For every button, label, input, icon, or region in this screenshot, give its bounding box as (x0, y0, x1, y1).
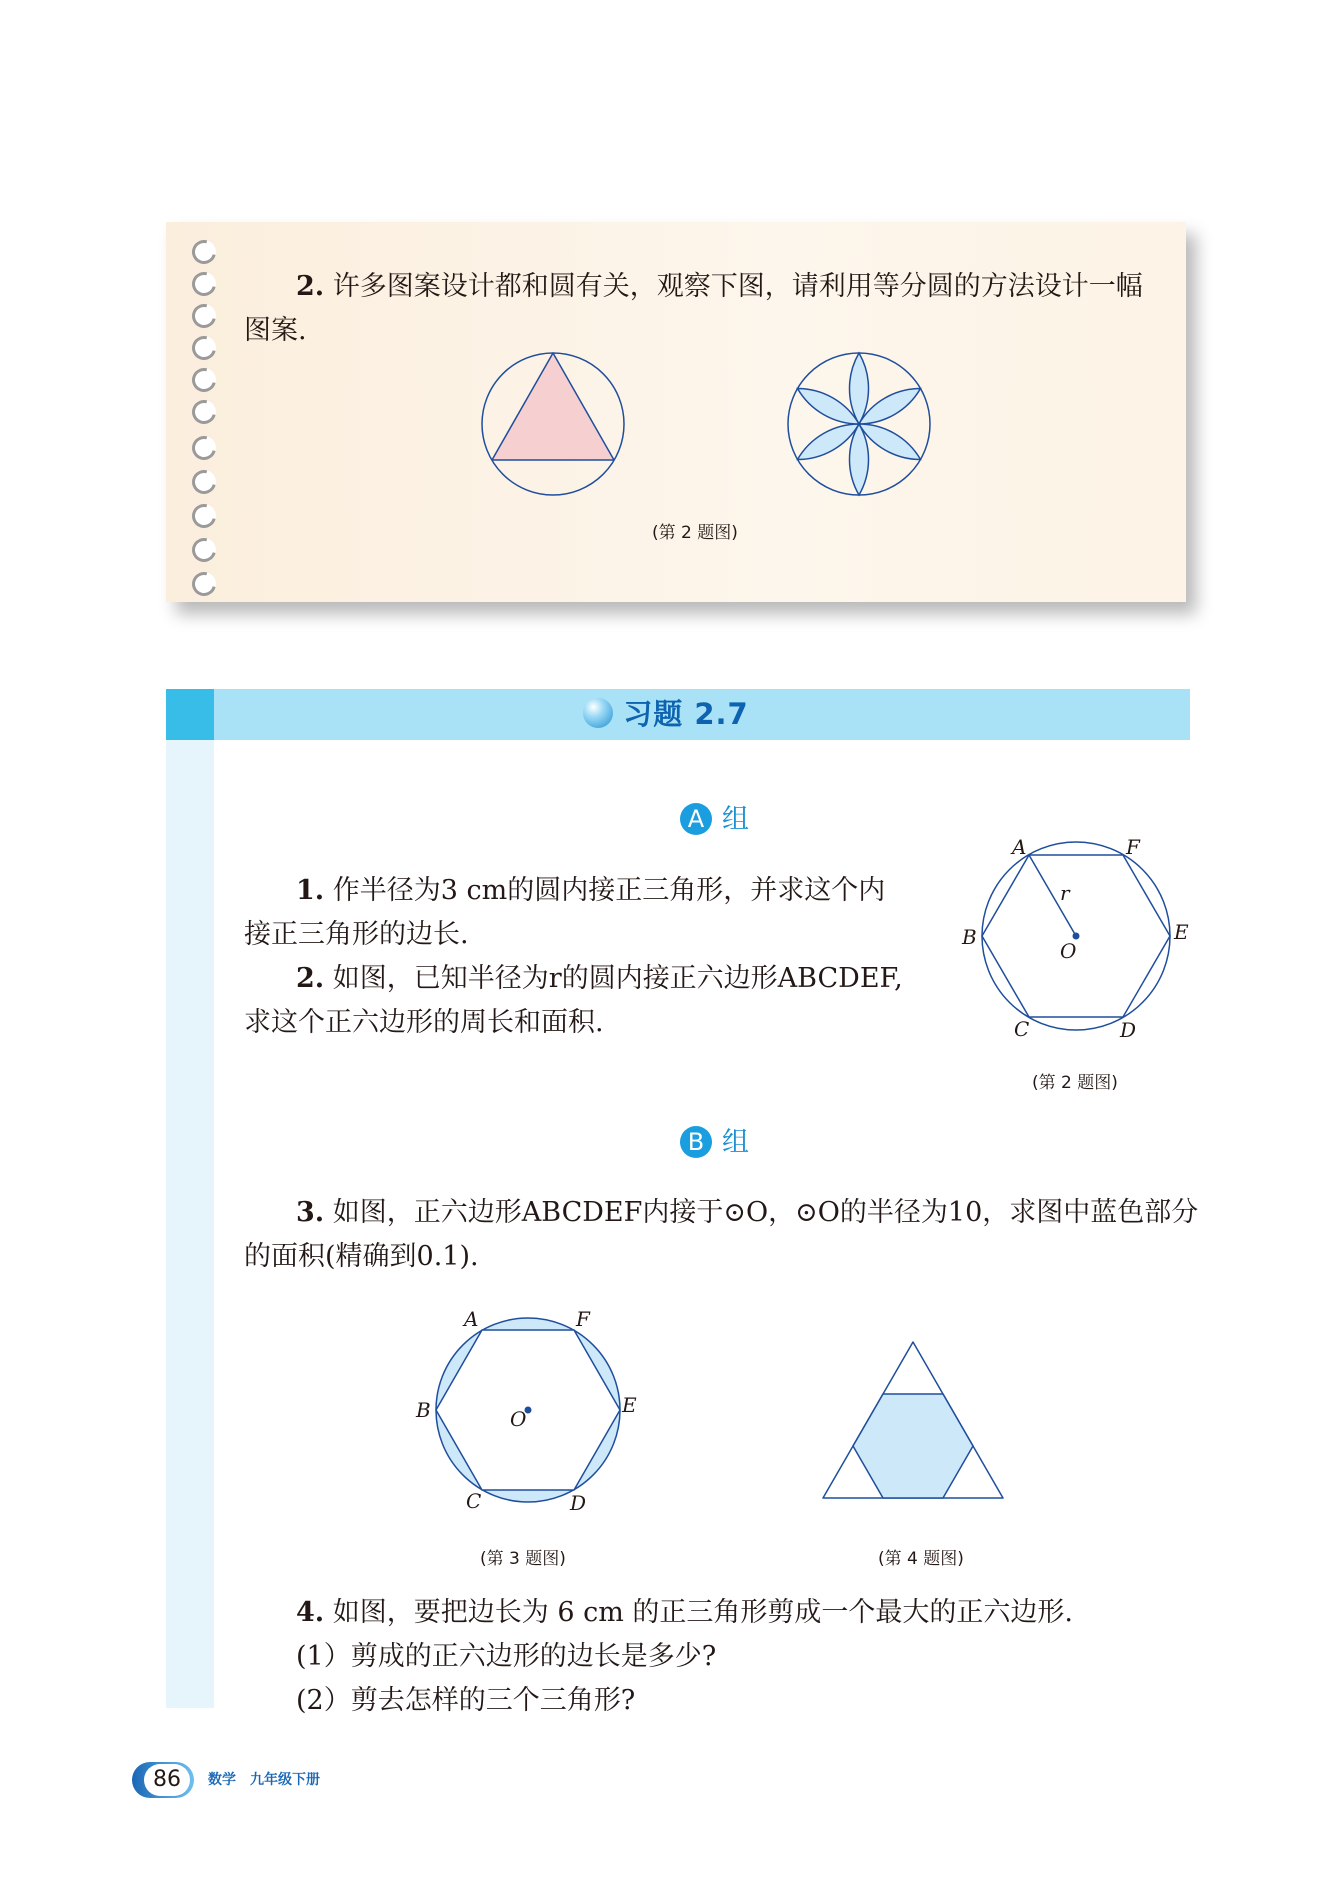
problem-4-sub1: (1）剪成的正六边形的边长是多少? (296, 1641, 717, 1672)
group-a-heading: A 组 (680, 797, 749, 836)
label-D: D (570, 1491, 587, 1515)
exercise-title: 习题 2.7 (0, 689, 1332, 740)
binder-ring-icon (188, 364, 221, 397)
label-A: A (464, 1307, 479, 1331)
card-problem-2-line1: 2. 许多图案设计都和圆有关，观察下图，请利用等分圆的方法设计一幅 (296, 271, 1143, 302)
label-F: F (576, 1307, 590, 1331)
figure-3-caption: (第 3 题图) (480, 1549, 566, 1569)
problem-4-sub2: (2）剪去怎样的三个三角形? (296, 1685, 636, 1716)
label-E: E (622, 1393, 637, 1417)
binder-ring-icon (188, 500, 221, 533)
label-D: D (1120, 1018, 1137, 1042)
binder-ring-icon (188, 268, 221, 301)
label-O: O (510, 1407, 527, 1431)
label-C: C (1014, 1017, 1030, 1041)
label-B: B (416, 1398, 431, 1422)
problem-2-line2: 求这个正六边形的周长和面积. (244, 1007, 604, 1038)
problem-2-line1: 2. 如图，已知半径为r的圆内接正六边形ABCDEF, (296, 963, 903, 994)
binder-ring-icon (188, 432, 221, 465)
label-B: B (962, 925, 977, 949)
binder-ring-icon (188, 236, 221, 269)
label-E: E (1174, 920, 1189, 944)
circle-triangle-figure (470, 346, 640, 506)
binder-ring-icon (188, 534, 221, 567)
figure-4-caption: (第 4 题图) (878, 1549, 964, 1569)
binder-ring-icon (188, 568, 221, 601)
triangle-hexagon-figure (822, 1340, 1012, 1510)
label-O: O (1060, 939, 1077, 963)
label-r: r (1060, 881, 1070, 905)
binder-ring-icon (188, 396, 221, 429)
label-A: A (1012, 836, 1027, 859)
group-b-heading: B 组 (680, 1120, 749, 1159)
card-problem-2-line2: 图案. (244, 315, 307, 346)
binder-ring-icon (188, 466, 221, 499)
six-petal-flower-figure (776, 346, 946, 506)
page-number: 86 (144, 1764, 190, 1796)
problem-1-line1: 1. 作半径为3 cm的圆内接正三角形，并求这个内 (296, 875, 886, 906)
left-margin-strip (166, 740, 214, 1708)
card-figure-caption: (第 2 题图) (652, 523, 738, 543)
binder-ring-icon (188, 300, 221, 333)
problem-3-line2: 的面积(精确到0.1). (244, 1241, 479, 1272)
binder-ring-icon (188, 332, 221, 365)
problem-3-line1: 3. 如图，正六边形ABCDEF内接于⊙O，⊙O的半径为10，求图中蓝色部分 (296, 1197, 1199, 1228)
label-C: C (466, 1489, 482, 1513)
problem-4-line1: 4. 如图，要把边长为 6 cm 的正三角形剪成一个最大的正六边形. (296, 1597, 1074, 1628)
problem-1-line2: 接正三角形的边长. (244, 919, 469, 950)
hexagon-shaded-segments-figure (410, 1302, 650, 1522)
figure-2-caption: (第 2 题图) (1032, 1073, 1118, 1093)
sphere-icon (583, 698, 613, 728)
hexagon-radius-figure (960, 836, 1200, 1046)
label-F: F (1126, 836, 1140, 859)
book-title: 数学 九年级下册 (208, 1772, 320, 1788)
